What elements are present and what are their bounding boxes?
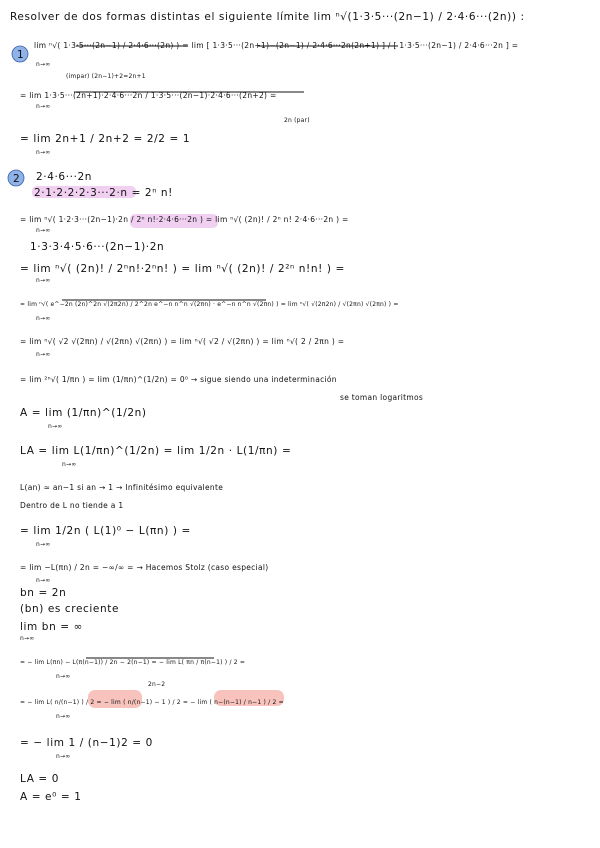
- m2-line-3: = lim ⁿ√( 1·2·3···(2n−1)·2n / 2ⁿ n!·2·4·6···2n ) = lim ⁿ√( (2n)! / 2ⁿ n! 2·4·6···2n ) =: [20, 215, 349, 224]
- m2-line-14: = lim 1/2n ( L(1)⁰ − L(πn) ) =: [20, 525, 191, 537]
- lim-sub-7: n→∞: [36, 351, 51, 358]
- badge-2-label: 2: [13, 173, 21, 185]
- m2-line-6: = lim ⁿ√( e^−2n (2n)^2n √(2π2n) / 2^2n e^−n n^n √(2πn) · e^−n n^n √(2πn) ) = lim ⁿ√( √(2π2n) / √(2πn) √(2πn) ) =: [20, 301, 399, 308]
- lim-sub-3: n→∞: [36, 149, 51, 156]
- m2-line-11: LA = lim L(1/πn)^(1/2n) = lim 1/2n · L(1/πn) =: [20, 445, 292, 457]
- m2-line-1: 2·4·6···2n: [36, 171, 93, 183]
- lim-sub-4: n→∞: [36, 227, 51, 234]
- method-2: [8, 170, 423, 803]
- lim-sub-10: n→∞: [36, 541, 51, 548]
- m2-line-8: = lim ²ⁿ√( 1/πn ) = lim (1/πn)^(1/2n) = 0⁰ → sigue siendo una indeterminación: [20, 375, 337, 384]
- lim-sub-8: n→∞: [48, 423, 63, 430]
- m2-line-23: LA = 0: [20, 773, 60, 785]
- m2-line-5: = lim ⁿ√( (2n)! / 2ⁿn!·2ⁿn! ) = lim ⁿ√( (2n)! / 2²ⁿ n!n! ) =: [20, 263, 345, 275]
- m2-line-22: = − lim 1 / (n−1)2 = 0: [20, 737, 153, 749]
- m2-line-16: bn = 2n: [20, 587, 67, 599]
- method-1: [12, 41, 518, 156]
- lim-sub-1: n→∞: [36, 61, 51, 68]
- m2-line-15: = lim −L(πn) / 2n = −∞/∞ = → Hacemos Stolz (caso especial): [20, 563, 269, 572]
- lim-sub-6: n→∞: [36, 315, 51, 322]
- m2-line-4: 1·3·3·4·5·6···(2n−1)·2n: [30, 241, 165, 253]
- badge-1-label: 1: [17, 49, 25, 61]
- m1-line-2: (impar) (2n−1)+2=2n+1: [66, 73, 146, 80]
- m2-line-7: = lim ⁿ√( √2 √(2πn) / √(2πn) √(2πn) ) = lim ⁿ√( √2 / √(2πn) ) = lim ⁿ√( 2 / 2πn ) =: [20, 337, 345, 346]
- m2-line-2: 2·1·2·2·2·3···2·n = 2ⁿ n!: [34, 187, 173, 199]
- m1-line-1: lim ⁿ√( 1·3·5···(2n−1) / 2·4·6···(2n) ) = lim [ 1·3·5···(2n+1)−(2n−1) / 2·4·6···2n(2n+1) ] / [ 1·3·5···(2n−1) / 2·4·6···2n ] =: [34, 41, 519, 50]
- m2-line-12: L(an) ≃ an−1 si an → 1 → Infinitésimo equivalente: [20, 483, 224, 492]
- m2-line-17: (bn) es creciente: [20, 603, 120, 615]
- m1-line-4: 2n (par): [284, 117, 310, 124]
- lim-sub-15: n→∞: [56, 753, 71, 760]
- m2-line-20: 2n−2: [148, 681, 166, 688]
- m1-line-5: = lim 2n+1 / 2n+2 = 2/2 = 1: [20, 133, 191, 145]
- exercise-title: Resolver de dos formas distintas el siguiente límite lim ⁿ√(1·3·5···(2n−1) / 2·4·6···(2n)) :: [10, 11, 525, 23]
- lim-sub-12: n→∞: [20, 635, 35, 642]
- m2-line-13: Dentro de L no tiende a 1: [20, 501, 124, 510]
- lim-sub-2: n→∞: [36, 103, 51, 110]
- m2-line-18: lim bn = ∞: [20, 621, 83, 633]
- lim-sub-13: n→∞: [56, 673, 71, 680]
- m2-line-9: se toman logaritmos: [340, 393, 424, 402]
- m2-line-21: = − lim L( n/(n−1) ) / 2 = − lim ( n/(n−1) − 1 ) / 2 = − lim ( n−(n−1) / n−1 ) / 2 =: [20, 699, 284, 706]
- lim-sub-14: n→∞: [56, 713, 71, 720]
- m2-line-24: A = e⁰ = 1: [20, 791, 82, 803]
- lim-sub-11: n→∞: [36, 577, 51, 584]
- m2-line-19: = − lim L(πn) − L(π(n−1)) / 2n − 2(n−1) = − lim L( πn / π(n−1) ) / 2 =: [20, 659, 246, 666]
- m1-line-3: = lim 1·3·5···(2n+1)·2·4·6···2n / 1·3·5···(2n−1)·2·4·6···(2n+2) =: [20, 91, 277, 100]
- m2-line-10: A = lim (1/πn)^(1/2n): [20, 407, 147, 419]
- lim-sub-5: n→∞: [36, 277, 51, 284]
- lim-sub-9: n→∞: [62, 461, 77, 468]
